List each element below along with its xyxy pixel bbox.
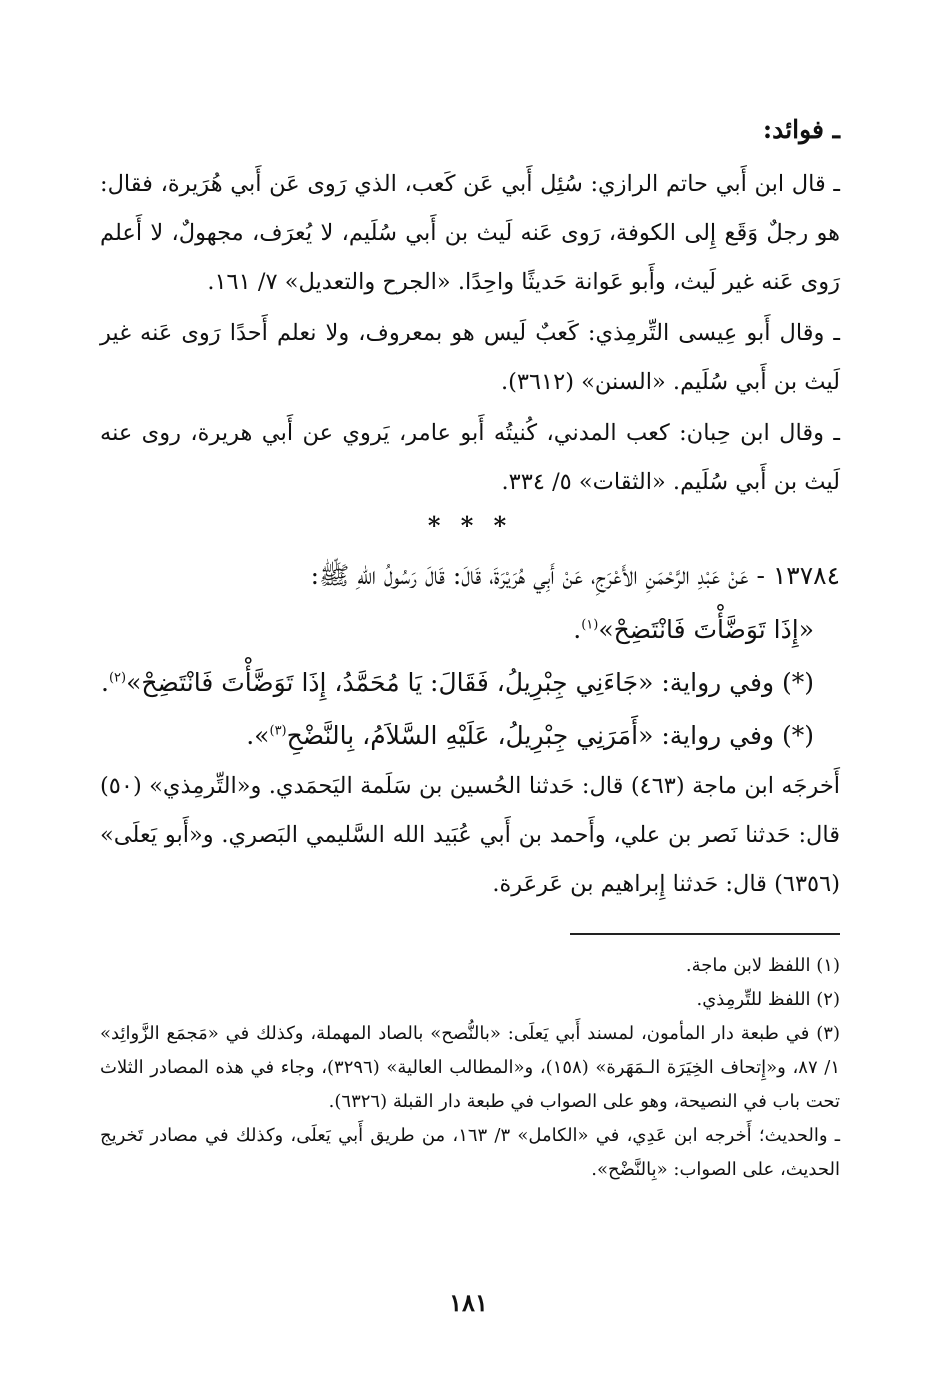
hadith-intro: ١٣٧٨٤ - عَنْ عَبْدِ الرَّحْمَنِ الأَعْرَجِ، عَنْ أَبِي هُرَيْرَةَ، قَالَ: قَالَ رَسُولُ اللهِ ﷺ: [310,561,840,590]
footnote-1: (١) اللفظ لابن ماجة. [685,955,840,976]
hadith-variant-2 [100,709,840,762]
hadith-variant-2-text: (*) وفي رواية: «أَمَرَنِي جِبْرِيلُ، عَلَيْهِ السَّلاَمُ، بِالنَّضْحِ [286,721,814,750]
hadith-main-quote: «إِذَا تَوَضَّأْتَ فَانْتَضِحْ» [598,615,814,644]
page-content [100,110,840,1187]
hadith-variant-1 [100,656,840,709]
footnote-ref-3: (٣) [269,723,287,739]
footnote-ref-1: (١) [581,617,599,633]
section-heading: ـ فوائد: [762,115,840,144]
footnote-ref-2: (٢) [108,670,127,686]
hadith-main-text [100,603,840,656]
footnote-3: (٣) في طبعة دار المأمون، لمسند أَبي يَعلَى: «بالنُّصح» بالصاد المهملة، وكذلك في «مَجمَع الزَّوائِد» ١/ ٨٧، و«إِتحاف الخِيَرَة الـمَهَرة» (١٥٨)، و«المطالب العالية» (٣٢٩٦)، وجاء في هذه المصادر الثلاث تحت باب في النصيحة، وهو على الصواب في طبعة دار القبلة (٦٣٢٦). [100,1023,840,1112]
section-separator: * * * [427,511,513,540]
hadith-variant-2-end: ». [246,721,270,750]
benefit-paragraph-2: ـ وقال أَبو عِيسى التِّرمِذي: كَعبٌ لَيس هو بمعروف، ولا نعلم أَحدًا رَوى عَنه غير لَيث بن أَبي سُلَيم. «السنن» (٣٦١٢). [100,320,840,395]
hadith-variant-1-end: . [101,668,109,697]
benefit-paragraph-3: ـ وقال ابن حِبان: كعب المدني، كُنيتُه أَبو عامر، يَروي عن أَبي هريرة، روى عنه لَيث بن أَبي سُلَيم. «الثقات» ٥/ ٣٣٤. [100,420,840,495]
footnote-2: (٢) اللفظ للتِّرمِذي. [696,989,840,1010]
page-number: ١٨١ [449,1288,488,1317]
benefit-paragraph-1: ـ قال ابن أَبي حاتم الرازي: سُئِل أَبي عَن كَعب، الذي رَوى عَن أَبي هُرَيرة، فقال: هو رجلٌ وَقَع إِلى الكوفة، رَوى عَنه لَيث بن أَبي سُلَيم، لا يُعرَف، مجهولٌ، لا أَعلم رَوى عَنه غير لَيث، وأَبو عَوانة حَديثًا واحِدًا. «الجرح والتعديل» ٧/ ١٦١. [100,171,840,295]
footnote-note: ـ والحديث؛ أَخرجه ابن عَدِي، في «الكامل» ٣/ ١٦٣، من طريق أَبي يَعلَى، وكذلك في مصادر تَخريج الحديث، على الصواب: «بِالنَّضْح». [100,1125,840,1180]
hadith-variant-1-text: (*) وفي رواية: «جَاءَنِي جِبْرِيلُ، فَقَالَ: يَا مُحَمَّدُ، إِذَا تَوَضَّأْتَ فَانْتَضِحْ» [126,668,814,697]
footnote-divider [570,933,840,935]
hadith-main-end: . [573,615,582,644]
takhrij-paragraph: أَخرجَه ابن ماجة (٤٦٣) قال: حَدثنا الحُسين بن سَلَمة اليَحمَدي. و«التِّرمِذي» (٥٠) قال: حَدثنا نَصر بن علي، وأَحمد بن أَبي عُبَيد الله السَّليمي البَصري. و«أَبو يَعلَى» (٦٣٥٦) قال: حَدثنا إِبراهيم بن عَرعَرة. [100,773,840,897]
